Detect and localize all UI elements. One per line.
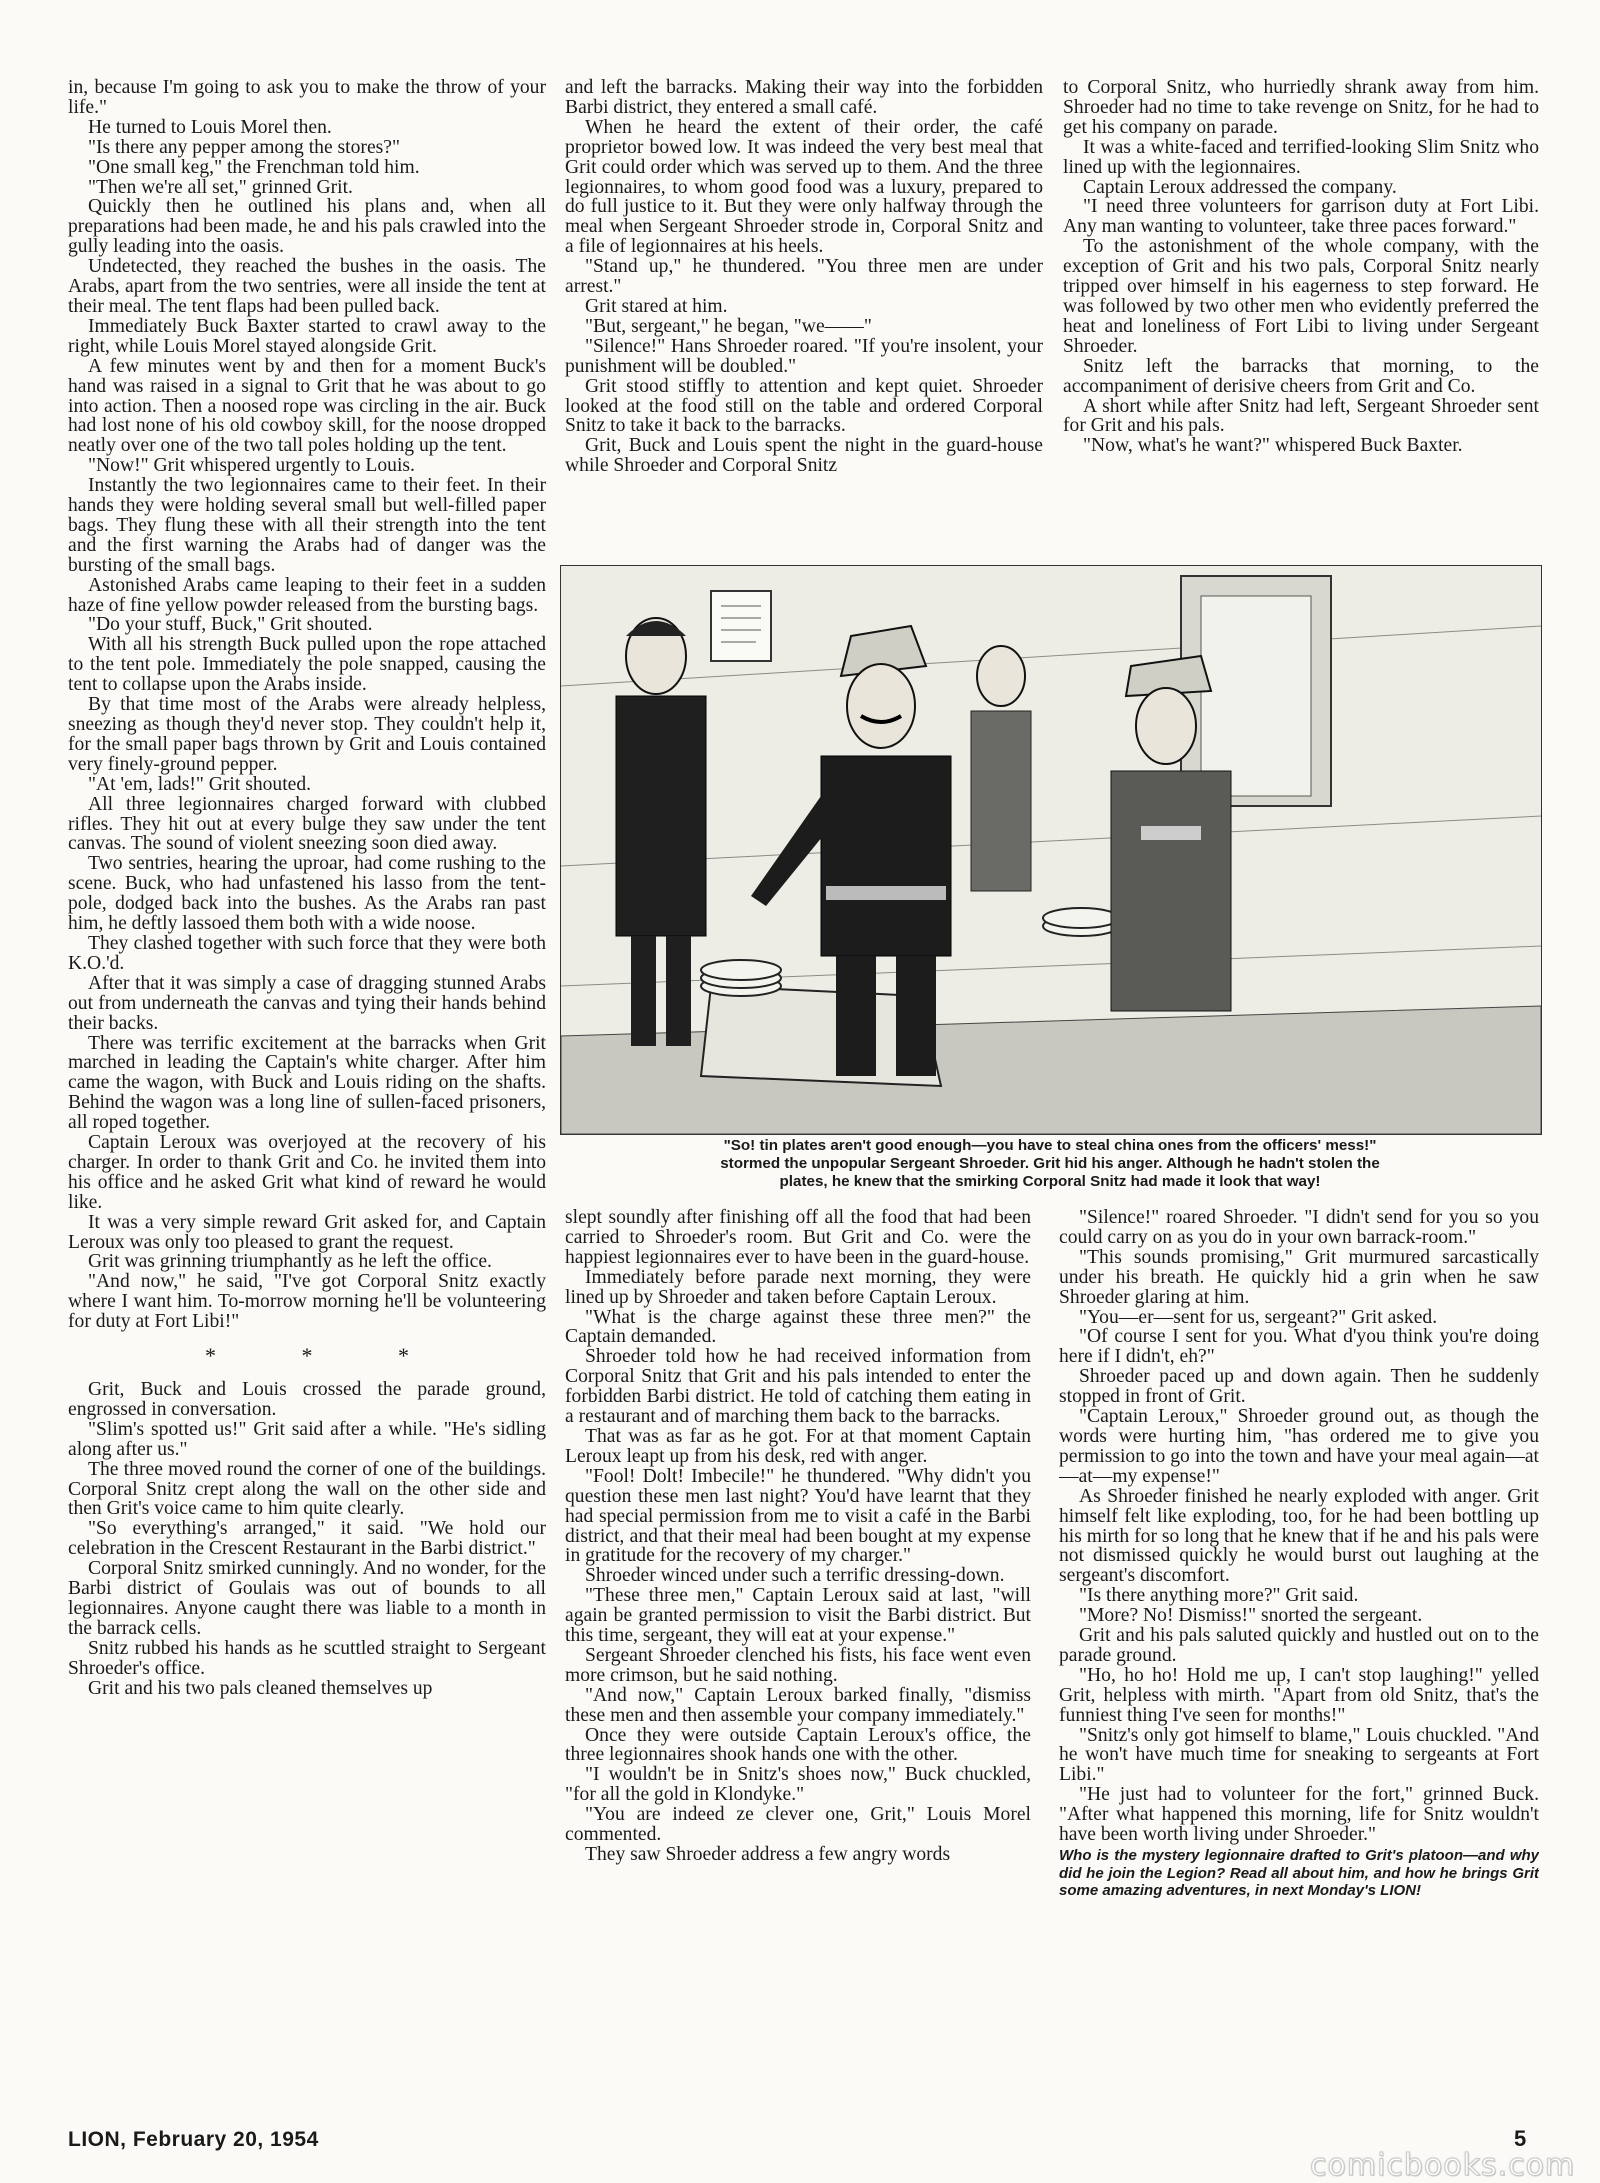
paragraph: By that time most of the Arabs were already helpless, sneezing as though they'd never stop. They couldn't help it, for the small paper bags thrown by Grit and Louis contained very finely-ground pepper. <box>68 694 546 775</box>
paragraph: They saw Shroeder address a few angry words <box>585 1844 951 1865</box>
paragraph: "Fool! Dolt! Imbecile!" he thundered. "Why didn't you question these men last night? You'd have learnt that they had special permission from me to visit a café in the Barbi district, and that their meal had been bought at my expense in gratitude for the recovery of my charger." <box>565 1465 1031 1567</box>
paragraph: "I wouldn't be in Snitz's shoes now," Buck chuckled, "for all the gold in Klondyke." <box>565 1764 1031 1806</box>
paragraph: A short while after Snitz had left, Sergeant Shroeder sent for Grit and his pals. <box>1063 395 1539 437</box>
paragraph: Instantly the two legionnaires came to their feet. In their hands they were holding several small but well-filled paper bags. They flung these with all their strength into the tent and the first warning the Arabs had of danger was the bursting of the small bags. <box>68 475 546 576</box>
paragraph: "I need three volunteers for garrison duty at Fort Libi. Any man wanting to volunteer, take three paces forward." <box>1063 196 1539 238</box>
paragraph: "Stand up," he thundered. "You three men are under arrest." <box>565 256 1043 298</box>
paragraph: Grit stared at him. <box>585 295 728 317</box>
paragraph: Once they were outside Captain Leroux's office, the three legionnaires shook hands one with the other. <box>565 1724 1031 1766</box>
paragraph: Immediately before parade next morning, they were lined up by Shroeder and taken before Captain Leroux. <box>565 1266 1031 1308</box>
paragraph: "Of course I sent for you. What d'you think you're doing here if I didn't, eh?" <box>1059 1326 1539 1368</box>
paragraph: "But, sergeant," he began, "we——" <box>585 315 872 337</box>
paragraph: "What is the charge against these three men?" the Captain demanded. <box>565 1306 1031 1348</box>
paragraph: Grit and his two pals cleaned themselves up <box>88 1677 433 1699</box>
paragraph: Captain Leroux was overjoyed at the recovery of his charger. In order to thank Grit and Co. he invited them into his office and he asked Grit what kind of reward he would like. <box>68 1132 546 1213</box>
paragraph: Snitz rubbed his hands as he scuttled straight to Sergeant Shroeder's office. <box>68 1637 546 1679</box>
paragraph: and left the barracks. Making their way into the forbidden Barbi district, they entered a small café. <box>565 78 1043 118</box>
paragraph: "Slim's spotted us!" Grit said after a while. "He's sidling along after us." <box>68 1418 546 1460</box>
paragraph: "This sounds promising," Grit murmured sarcastically under his breath. He quickly hid a grin when he saw Shroeder glaring at him. <box>1059 1246 1539 1308</box>
paragraph: Immediately Buck Baxter started to crawl away to the right, while Louis Morel stayed alongside Grit. <box>68 315 546 357</box>
caption-line-3: plates, he knew that the smirking Corporal Snitz had made it look that way! <box>779 1173 1321 1190</box>
paragraph: "Then we're all set," grinned Grit. <box>88 176 353 198</box>
paragraph: A few minutes went by and then for a moment Buck's hand was raised in a signal to Grit that he was about to go into action. Then a noosed rope was circling in the air. Buck had lost none of his old cowboy skill, for the noose dropped neatly over one of the two tall poles holding up the tent. <box>68 355 546 457</box>
paragraph: "You are indeed ze clever one, Grit," Louis Morel commented. <box>565 1804 1031 1846</box>
paragraph: "These three men," Captain Leroux said at last, "will again be granted permission to visit the Barbi district. But this time, sergeant, they will eat at your expense." <box>565 1585 1031 1647</box>
paragraph: He turned to Louis Morel then. <box>88 116 332 138</box>
paragraph: The three moved round the corner of one of the buildings. Corporal Snitz crept along the wall on the other side and then Grit's voice came to him quite clearly. <box>68 1458 546 1520</box>
paragraph: "Ho, ho ho! Hold me up, I can't stop laughing!" yelled Grit, helpless with mirth. "Apart from old Snitz, that's the funniest thing I've seen for months!" <box>1059 1664 1539 1726</box>
paragraph: "So everything's arranged," it said. "We hold our celebration in the Crescent Restaurant in the Barbi district." <box>68 1518 546 1560</box>
article-column-3 <box>1063 78 1539 556</box>
paragraph: slept soundly after finishing off all the food that had been carried to Shroeder's room. But Grit and Co. were the happiest legionnaires ever to have been in the guard-house. <box>565 1208 1031 1268</box>
pointing-arm <box>751 796 831 906</box>
paragraph: "At 'em, lads!" Grit shouted. <box>88 773 312 795</box>
paragraph: All three legionnaires charged forward with clubbed rifles. They hit out at every bulge they saw under the tent canvas. The sound of violent sneezing soon died away. <box>68 793 546 855</box>
article-column-4 <box>565 1208 1031 2120</box>
publication-footer: LION, February 20, 1954 <box>68 2128 319 2151</box>
paragraph: "Silence!" Hans Shroeder roared. "If you're insolent, your punishment will be doubled." <box>565 335 1043 377</box>
section-break: * * * <box>205 1343 449 1369</box>
paragraph: "You—er—sent for us, sergeant?" Grit asked. <box>1079 1306 1438 1328</box>
next-issue-teaser: Who is the mystery legionnaire drafted to Grit's platoon—and why did he join the Legion? Read all about him, and how he brings Grit some amazing adventures, in next Monday's LION! <box>1059 1847 1539 1899</box>
paragraph: to Corporal Snitz, who hurriedly shrank away from him. Shroeder had no time to take revenge on Snitz, for he had to get his company on parade. <box>1063 78 1539 138</box>
paragraph: Grit, Buck and Louis crossed the parade ground, engrossed in conversation. <box>68 1379 546 1420</box>
paragraph: That was as far as he got. For at that moment Captain Leroux leapt up from his desk, red with anger. <box>565 1425 1031 1467</box>
paragraph: Undetected, they reached the bushes in the oasis. The Arabs, apart from the two sentries, were all inside the tent at their meal. The tent flaps had been pulled back. <box>68 256 546 317</box>
paragraph: There was terrific excitement at the barracks when Grit marched in leading the Captain's white charger. After him came the wagon, with Buck and Louis riding on the shafts. Behind the wagon was a long line of sullen-faced prisoners, all roped together. <box>68 1032 546 1134</box>
caption-line-2: stormed the unpopular Sergeant Shroeder. Grit hid his anger. Although he hadn't stolen the <box>720 1155 1380 1172</box>
paragraph: "He just had to volunteer for the fort," grinned Buck. "After what happened this morning, life for Snitz wouldn't have been worth living under Shroeder." <box>1059 1784 1539 1846</box>
paragraph: "Snitz's only got himself to blame," Louis chuckled. "And he won't have much time for sneaking to sergeants at Fort Libi." <box>1059 1724 1539 1786</box>
paragraph: Shroeder winced under such a terrific dressing-down. <box>585 1565 1005 1587</box>
paragraph: Grit stood stiffly to attention and kept quiet. Shroeder looked at the food still on the table and ordered Corporal Snitz to take it back to the barracks. <box>565 375 1043 437</box>
paragraph: To the astonishment of the whole company, with the exception of Grit and his two pals, Corporal Snitz nearly tripped over himself in his eagerness to step forward. He was followed by two other men who evidently preferred the heat and loneliness of Fort Libi to living under Sergeant Shroeder. <box>1063 236 1539 357</box>
paragraph: "Now, what's he want?" whispered Buck Baxter. <box>1083 435 1463 457</box>
paragraph: After that it was simply a case of dragging stunned Arabs out from underneath the canvas and tying their hands behind their backs. <box>68 972 546 1034</box>
paragraph: They clashed together with such force that they were both K.O.'d. <box>68 932 546 974</box>
paragraph: Grit, Buck and Louis spent the night in the guard-house while Shroeder and Corporal Snitz <box>565 435 1043 477</box>
paragraph: Shroeder paced up and down again. Then he suddenly stopped in front of Grit. <box>1059 1366 1539 1408</box>
paragraph: Quickly then he outlined his plans and, when all preparations had been made, he and his pals crawled into the gully leading into the oasis. <box>68 196 546 258</box>
paragraph: "Captain Leroux," Shroeder ground out, as though the words were hurting him, "has ordered me to give you permission to go into the town and have your meal again—at—at—my expense!" <box>1059 1406 1539 1487</box>
paragraph: Captain Leroux addressed the company. <box>1083 176 1397 198</box>
paragraph: Grit and his pals saluted quickly and hustled out on to the parade ground. <box>1059 1625 1539 1666</box>
paragraph: "Is there anything more?" Grit said. <box>1079 1585 1359 1607</box>
paragraph: "More? No! Dismiss!" snorted the sergeant. <box>1079 1605 1423 1627</box>
article-column-5 <box>1059 1208 1539 2120</box>
paragraph: Astonished Arabs came leaping to their feet in a sudden haze of fine yellow powder released from the bursting bags. <box>68 574 546 616</box>
paragraph: "And now," he said, "I've got Corporal Snitz exactly where I want him. To-morrow morning he'll be volunteering for duty at Fort Libi!" <box>68 1271 546 1333</box>
paragraph: "Do your stuff, Buck," Grit shouted. <box>88 614 373 636</box>
site-watermark: comicbooks.com <box>1310 2148 1576 2183</box>
paragraph: Shroeder told how he had received information from Corporal Snitz that Grit and his pals intended to enter the forbidden Barbi district. He told of catching them eating in a restaurant and of marching them back to the barracks. <box>565 1346 1031 1428</box>
paragraph: Corporal Snitz smirked cunningly. And no wonder, for the Barbi district of Goulais was out of bounds to all legionnaires. Anyone caught there was liable to a month in the barrack cells. <box>68 1558 546 1639</box>
paragraph: in, because I'm going to ask you to make the throw of your life." <box>68 78 546 118</box>
paragraph: It was a white-faced and terrified-looking Slim Snitz who lined up with the legionnaires. <box>1063 136 1539 178</box>
paragraph: "And now," Captain Leroux barked finally, "dismiss these men and then assemble your company immediately." <box>565 1684 1031 1726</box>
article-column-1 <box>68 78 546 2118</box>
door-window <box>1201 596 1311 796</box>
illustration-drawing <box>561 566 1541 1134</box>
paragraph: Two sentries, hearing the uproar, had come rushing to the scene. Buck, who had unfastened his lasso from the tent-pole, dodged back into the bushes. As the Arabs ran past him, he deftly lassoed them both with a wide noose. <box>68 853 546 935</box>
paragraph: When he heard the extent of their order, the café proprietor bowed low. It was indeed the very best meal that Grit could order which was served up to them. And the three legionnaires, to whom good food was a luxury, prepared to do full justice to it. But they were only halfway through the meal when Sergeant Shroeder strode in, Corporal Snitz and a file of legionnaires at his heels. <box>565 116 1043 258</box>
story-illustration <box>560 565 1542 1135</box>
article-column-2 <box>565 78 1043 556</box>
paragraph: As Shroeder finished he nearly exploded with anger. Grit himself felt like exploding, too, for he had been bottling up his mirth for so long that he knew that if he and his pals were not dismissed quickly he would burst out laughing at the sergeant's discomfort. <box>1059 1485 1539 1587</box>
paragraph: "Now!" Grit whispered urgently to Louis. <box>88 455 415 477</box>
illustration-caption <box>560 1137 1540 1191</box>
wall-notice <box>711 591 771 661</box>
paragraph: With all his strength Buck pulled upon the rope attached to the tent pole. Immediately the pole snapped, causing the tent to collapse upon the Arabs inside. <box>68 634 546 696</box>
paragraph: "One small keg," the Frenchman told him. <box>88 156 420 178</box>
figure-background-legionnaire <box>971 646 1031 891</box>
paragraph: Grit was grinning triumphantly as he left the office. <box>88 1251 492 1273</box>
paragraph: "Is there any pepper among the stores?" <box>88 136 400 158</box>
paragraph: It was a very simple reward Grit asked for, and Captain Leroux was only too pleased to grant the request. <box>68 1211 546 1253</box>
paragraph: "Silence!" roared Shroeder. "I didn't send for you so you could carry on as you do in your own barrack-room." <box>1059 1208 1539 1248</box>
paragraph: Snitz left the barracks that morning, to the accompaniment of derisive cheers from Grit and Co. <box>1063 355 1539 397</box>
page-number: 5 <box>1514 2126 1527 2151</box>
paragraph: Sergeant Shroeder clenched his fists, his face went even more crimson, but he said nothing. <box>565 1644 1031 1686</box>
caption-line-1: "So! tin plates aren't good enough—you have to steal china ones from the officers' mess!" <box>723 1137 1377 1154</box>
